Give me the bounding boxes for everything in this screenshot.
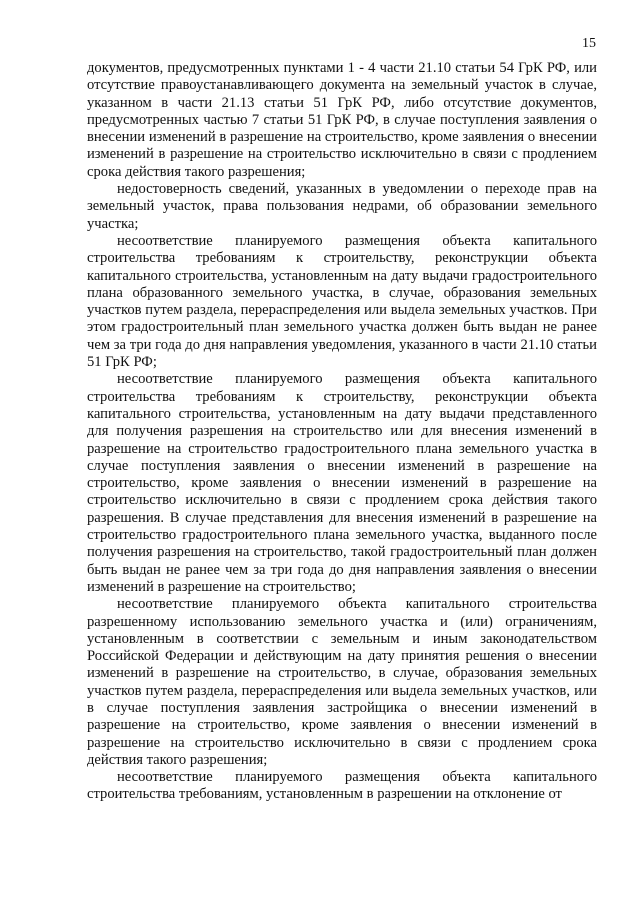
paragraph-4: несоответствие планируемого размещения объекта капитального строительства требованиям к строительству, реконструкции объекта капитального строительства, установленным на дату выдачи представленного для получения разрешения на строительство или для внесения изменений в разрешение на строительство градостроительного плана земельного участка в случае поступления заявления о внесении изменений в разрешение на строительство, кроме заявления о внесении изменений в разрешение на строительство исключительно в связи с продлением срока действия такого разрешения. В случае представления для внесения изменений в разрешение на строительство градостроительного плана земельного участка, выданного после получения разрешения на строительство, такой градостроительный план должен быть выдан не ранее чем за три года до дня направления заявления о внесении изменений в разрешение на строительство; bbox=[87, 371, 597, 595]
page-number: 15 bbox=[582, 36, 596, 51]
document-text bbox=[87, 60, 597, 804]
paragraph-3: несоответствие планируемого размещения объекта капитального строительства требованиям к строительству, реконструкции объекта капитального строительства, установленным на дату выдачи градостроительного плана образованного земельного участка, в случае, образования земельных участков путем раздела, перераспределения или выдела земельных участков. При этом градостроительный план земельного участка должен быть выдан не ранее чем за три года до дня направления уведомления, указанного в части 21.10 статьи 51 ГрК РФ; bbox=[87, 232, 597, 371]
paragraph-5: несоответствие планируемого объекта капитального строительства разрешенному использованию земельного участка и (или) ограничениям, установленным в соответствии с земельным и иным законодательством Российской Федерации и действующим на дату принятия решения о внесении изменений в разрешение на строительство, в случае, образования земельных участков путем раздела, перераспределения или выдела земельных участков, или в случае поступления заявления застройщика о внесении изменений в разрешение на строительство, кроме заявления о внесении изменений в разрешение на строительство исключительно в связи с продлением срока действия такого разрешения; bbox=[87, 596, 597, 768]
paragraph-2: недостоверность сведений, указанных в уведомлении о переходе прав на земельный участок, права пользования недрами, об образовании земельного участка; bbox=[87, 181, 597, 232]
paragraph-1: документов, предусмотренных пунктами 1 - 4 части 21.10 статьи 54 ГрК РФ, или отсутствие правоустанавливающего документа на земельный участок в случае, указанном в части 21.13 статьи 51 ГрК РФ, либо отсутствие документов, предусмотренных частью 7 статьи 51 ГрК РФ, в случае поступления заявления о внесении изменений в разрешение на строительство, кроме заявления о внесении изменений в разрешение на строительство исключительно в связи с продлением срока действия такого разрешения; bbox=[87, 60, 597, 180]
paragraph-6: несоответствие планируемого размещения объекта капитального строительства требованиям, установленным в разрешении на отклонение от bbox=[87, 769, 597, 803]
